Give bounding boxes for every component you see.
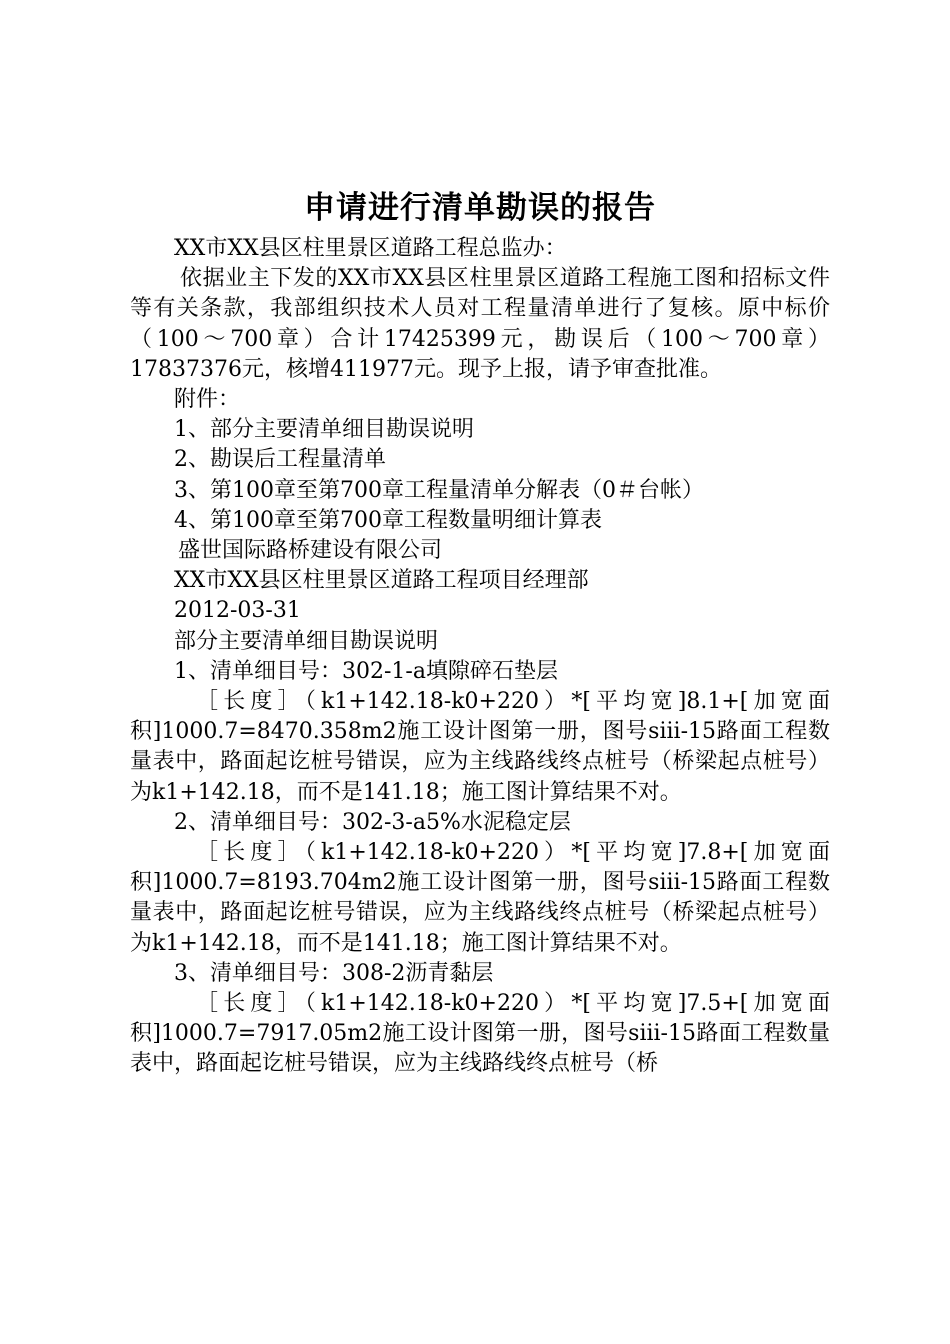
item-detail: ［长度］（k1+142.18-k0+220）*[平均宽]8.1+[加宽面积]1000.7=8470.358m2施工设计图第一册，图号siii-15路面工程数量表中，路面起讫桩号错误，应为主线路线终点桩号（桥梁起点桩号）为k1+142.18，而不是141.18；施工图计算结果不对。 <box>130 689 830 805</box>
item-detail: ［长度］（k1+142.18-k0+220）*[平均宽]7.5+[加宽面积]1000.7=7917.05m2施工设计图第一册，图号siii-15路面工程数量表中，路面起讫桩号错误，应为主线路线终点桩号（桥 <box>130 991 830 1077</box>
item-heading: 3、清单细目号：308-2沥青黏层 <box>174 960 494 986</box>
item-heading: 1、清单细目号：302-1-a填隙碎石垫层 <box>174 658 558 684</box>
body-paragraph: 依据业主下发的XX市XX县区柱里景区道路工程施工图和招标文件等有关条款，我部组织技术人员对工程量清单进行了复核。原中标价（100～700章）合计17425399元，勘误后（100～700章）17837376元，核增411977元。现予上报，请予审查批准。 <box>130 266 830 382</box>
attachment-item: 3、第100章至第700章工程量清单分解表（0＃台帐） <box>174 477 704 503</box>
document-page <box>130 186 830 1080</box>
document-title: 申请进行清单勘误的报告 <box>304 190 656 226</box>
addressee: XX市XX县区柱里景区道路工程总监办： <box>174 236 567 261</box>
item-heading: 2、清单细目号：302-3-a5%水泥稳定层 <box>174 809 571 835</box>
attachment-item: 4、第100章至第700章工程数量明细计算表 <box>174 507 602 533</box>
department-name: XX市XX县区柱里景区道路工程项目经理部 <box>174 568 589 594</box>
section-title: 部分主要清单细目勘误说明 <box>174 628 439 654</box>
attachment-item: 1、部分主要清单细目勘误说明 <box>174 417 474 443</box>
item-detail: ［长度］（k1+142.18-k0+220）*[平均宽]7.8+[加宽面积]1000.7=8193.704m2施工设计图第一册，图号siii-15路面工程数量表中，路面起讫桩号错误，应为主线路线终点桩号（桥梁起点桩号）为k1+142.18，而不是141.18；施工图计算结果不对。 <box>130 840 830 956</box>
attachment-item: 2、勘误后工程量清单 <box>174 447 386 473</box>
company-name: 盛世国际路桥建设有限公司 <box>178 538 443 564</box>
document-date: 2012-03-31 <box>174 598 301 624</box>
attachments-label: 附件： <box>174 387 241 413</box>
